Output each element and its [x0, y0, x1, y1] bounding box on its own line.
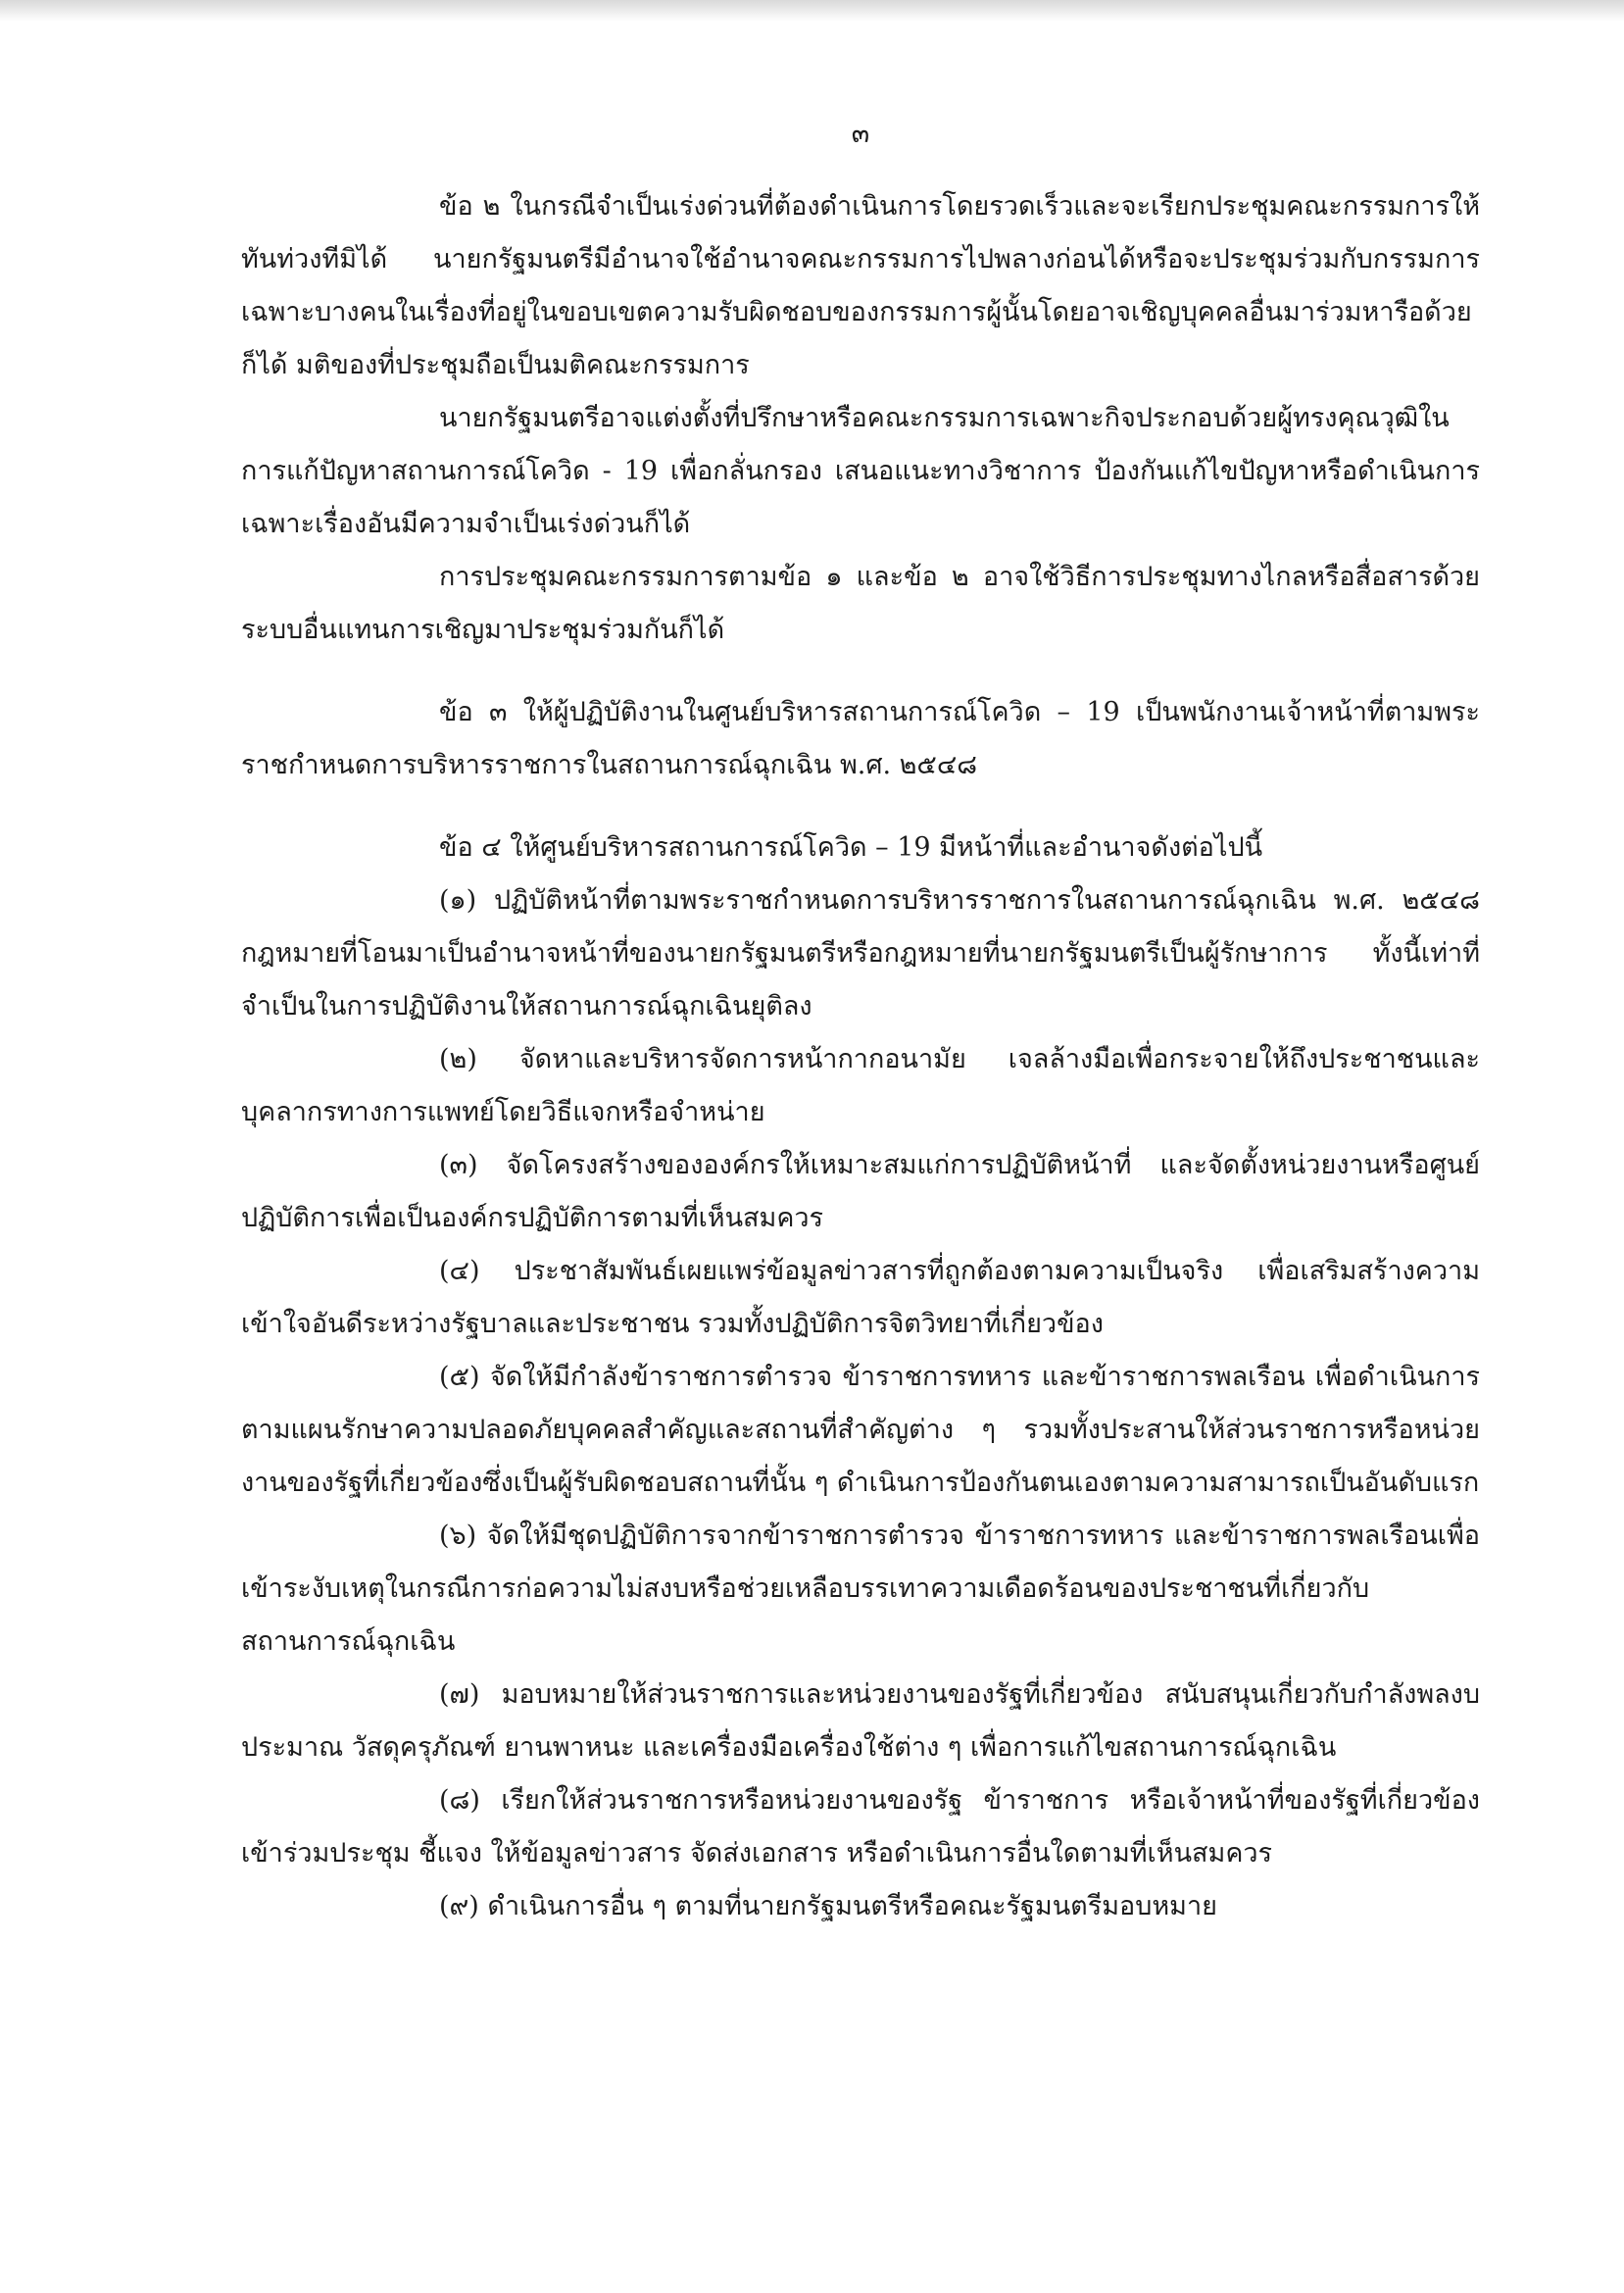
- article-4-item-1: (๑) ปฏิบัติหน้าที่ตามพระราชกำหนดการบริหารราชการในสถานการณ์ฉุกเฉิน พ.ศ. ๒๕๔๘ กฎหมายที่โอนมาเป็นอำนาจหน้าที่ของนายกรัฐมนตรีหรือกฎหมายที่นายกรัฐมนตรีเป็นผู้รักษาการ ทั้งนี้เท่าที่จำเป็นในการปฏิบัติงานให้สถานการณ์ฉุกเฉินยุติลง: [241, 885, 1480, 1022]
- article-4-heading: ข้อ ๔ ให้ศูนย์บริหารสถานการณ์โควิด – 19 มีหน้าที่และอำนาจดังต่อไปนี้: [439, 832, 1263, 863]
- article-4-item-4: (๔) ประชาสัมพันธ์เผยแพร่ข้อมูลข่าวสารที่ถูกต้องตามความเป็นจริง เพื่อเสริมสร้างความเข้าใจอันดีระหว่างรัฐบาลและประชาชน รวมทั้งปฏิบัติการจิตวิทยาที่เกี่ยวข้อง: [241, 1256, 1480, 1339]
- section-article-3: [241, 686, 1480, 792]
- article-3-paragraph: ข้อ ๓ ให้ผู้ปฏิบัติงานในศูนย์บริหารสถานการณ์โควิด – 19 เป็นพนักงานเจ้าหน้าที่ตามพระราชกำหนดการบริหารราชการในสถานการณ์ฉุกเฉิน พ.ศ. ๒๕๔๘: [241, 697, 1480, 780]
- article-2-advisor-paragraph: นายกรัฐมนตรีอาจแต่งตั้งที่ปรึกษาหรือคณะกรรมการเฉพาะกิจประกอบด้วยผู้ทรงคุณวุฒิในการแก้ปัญหาสถานการณ์โควิด - 19 เพื่อกลั่นกรอง เสนอแนะทางวิชาการ ป้องกันแก้ไขปัญหาหรือดำเนินการเฉพาะเรื่องอันมีความจำเป็นเร่งด่วนก็ได้: [241, 403, 1480, 539]
- article-2-paragraph: ข้อ ๒ ในกรณีจำเป็นเร่งด่วนที่ต้องดำเนินการโดยรวดเร็วและจะเรียกประชุมคณะกรรมการให้ทันท่วงทีมิได้ นายกรัฐมนตรีมีอำนาจใช้อำนาจคณะกรรมการไปพลางก่อนได้หรือจะประชุมร่วมกับกรรมการเฉพาะบางคนในเรื่องที่อยู่ในขอบเขตความรับผิดชอบของกรรมการผู้นั้นโดยอาจเชิญบุคคลอื่นมาร่วมหารือด้วยก็ได้ มติของที่ประชุมถือเป็นมติคณะกรรมการ: [241, 191, 1480, 380]
- section-article-2: [241, 180, 1480, 657]
- article-4-item-2: (๒) จัดหาและบริหารจัดการหน้ากากอนามัย เจลล้างมือเพื่อกระจายให้ถึงประชาชนและบุคลากรทางการแพทย์โดยวิธีแจกหรือจำหน่าย: [241, 1044, 1480, 1127]
- page-number: ๓: [851, 119, 870, 149]
- article-2-remote-meeting-paragraph: การประชุมคณะกรรมการตามข้อ ๑ และข้อ ๒ อาจใช้วิธีการประชุมทางไกลหรือสื่อสารด้วยระบบอื่นแทนการเชิญมาประชุมร่วมกันก็ได้: [241, 562, 1480, 645]
- article-4-item-7: (๗) มอบหมายให้ส่วนราชการและหน่วยงานของรัฐที่เกี่ยวข้อง สนับสนุนเกี่ยวกับกำลังพลงบประมาณ วัสดุครุภัณฑ์ ยานพาหนะ และเครื่องมือเครื่องใช้ต่าง ๆ เพื่อการแก้ไขสถานการณ์ฉุกเฉิน: [241, 1679, 1480, 1763]
- article-4-item-8: (๘) เรียกให้ส่วนราชการหรือหน่วยงานของรัฐ ข้าราชการ หรือเจ้าหน้าที่ของรัฐที่เกี่ยวข้องเข้าร่วมประชุม ชี้แจง ให้ข้อมูลข่าวสาร จัดส่งเอกสาร หรือดำเนินการอื่นใดตามที่เห็นสมควร: [241, 1785, 1480, 1869]
- scan-shadow-edge: [0, 0, 1624, 22]
- article-4-item-5: (๕) จัดให้มีกำลังข้าราชการตำรวจ ข้าราชการทหาร และข้าราชการพลเรือน เพื่อดำเนินการตามแผนรักษาความปลอดภัยบุคคลสำคัญและสถานที่สำคัญต่าง ๆ รวมทั้งประสานให้ส่วนราชการหรือหน่วยงานของรัฐที่เกี่ยวข้องซึ่งเป็นผู้รับผิดชอบสถานที่นั้น ๆ ดำเนินการป้องกันตนเองตามความสามารถเป็นอันดับแรก: [241, 1362, 1480, 1498]
- document-page: [241, 108, 1480, 1963]
- article-4-item-3: (๓) จัดโครงสร้างขององค์กรให้เหมาะสมแก่การปฏิบัติหน้าที่ และจัดตั้งหน่วยงานหรือศูนย์ปฏิบัติการเพื่อเป็นองค์กรปฏิบัติการตามที่เห็นสมควร: [241, 1150, 1480, 1233]
- article-4-item-6: (๖) จัดให้มีชุดปฏิบัติการจากข้าราชการตำรวจ ข้าราชการทหาร และข้าราชการพลเรือนเพื่อเข้าระงับเหตุในกรณีการก่อความไม่สงบหรือช่วยเหลือบรรเทาความเดือดร้อนของประชาชนที่เกี่ยวกับสถานการณ์ฉุกเฉิน: [241, 1520, 1480, 1657]
- article-4-item-9: (๙) ดำเนินการอื่น ๆ ตามที่นายกรัฐมนตรีหรือคณะรัฐมนตรีมอบหมาย: [439, 1891, 1217, 1921]
- section-article-4: [241, 822, 1480, 1933]
